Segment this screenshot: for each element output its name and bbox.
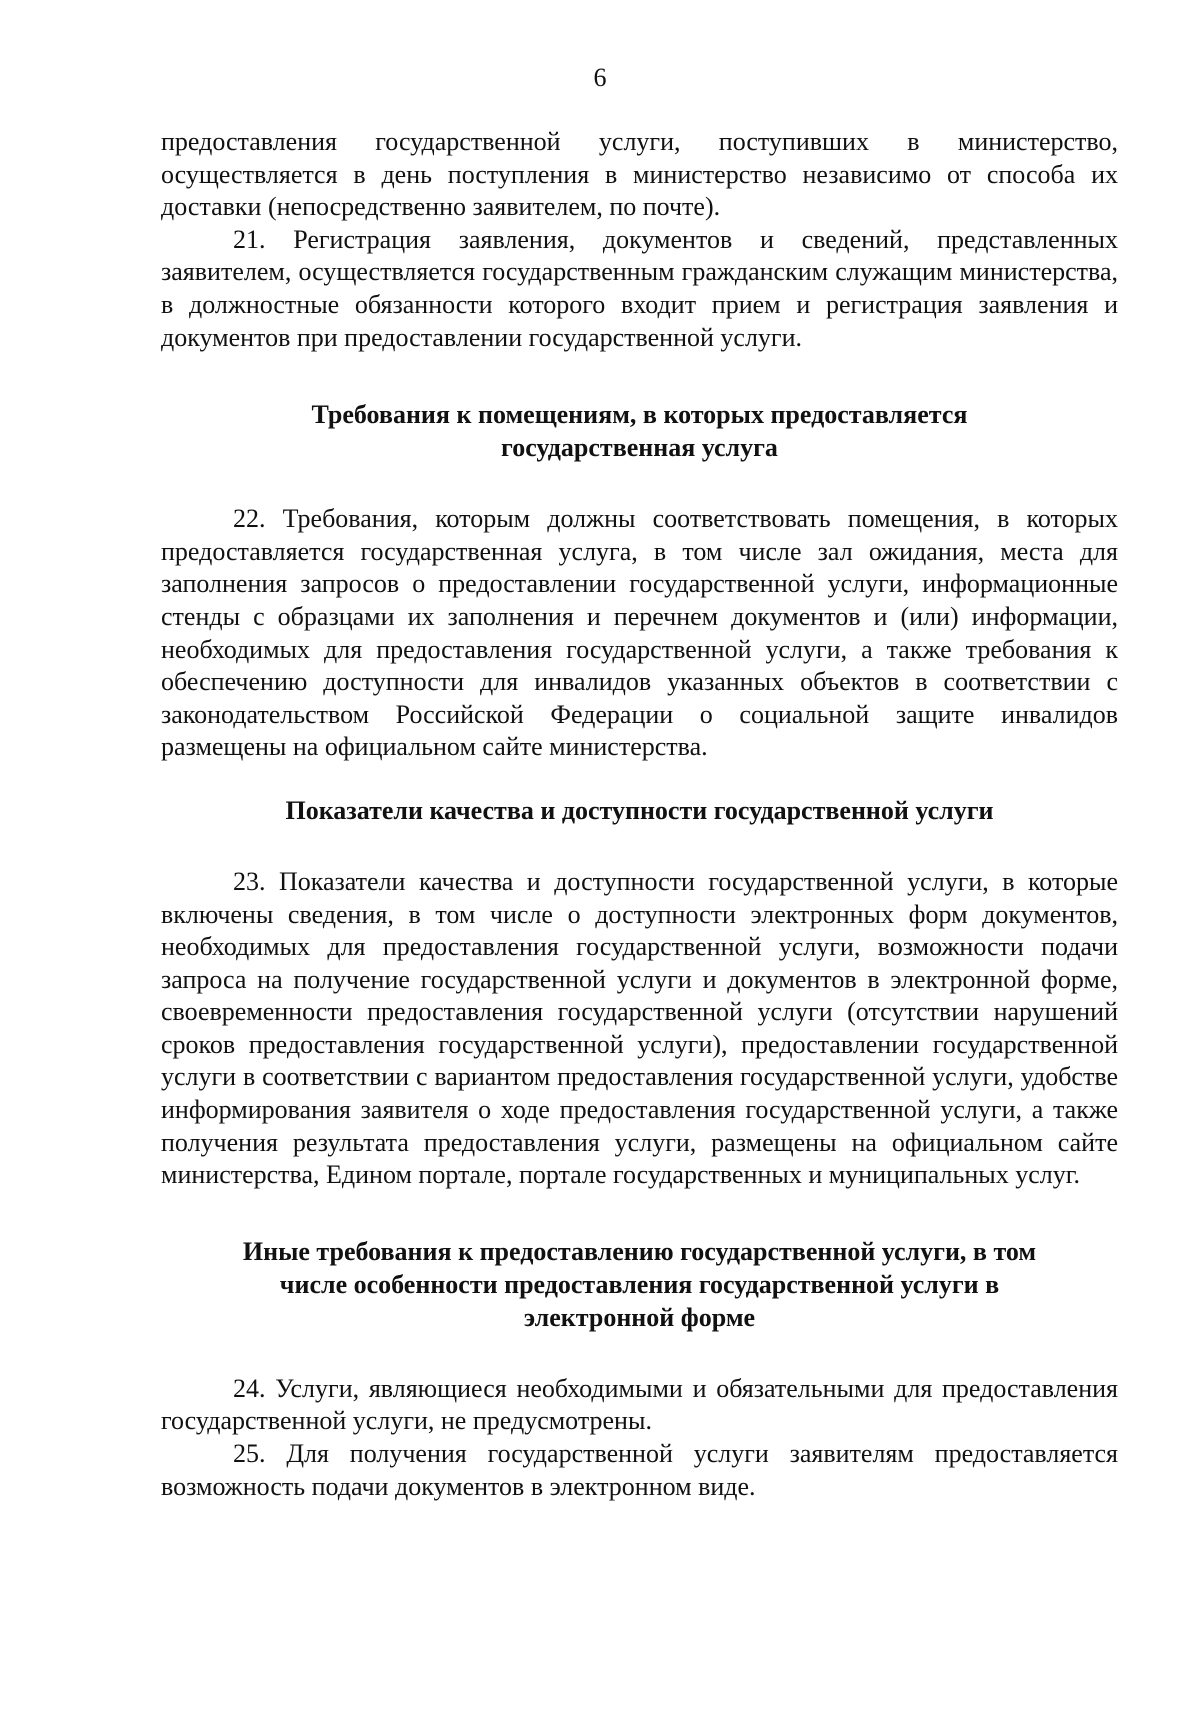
section-heading-premises xyxy=(161,398,1118,464)
section-heading-other-requirements-line-2: числе особенности предоставления государственной услуги в xyxy=(279,1269,1000,1299)
section-heading-other-requirements-line-1: Иные требования к предоставлению государственной услуги, в том xyxy=(242,1236,1037,1266)
section-heading-premises-line-1: Требования к помещениям, в которых предоставляется xyxy=(311,400,968,430)
section-heading-other-requirements-line-3: электронной форме xyxy=(523,1302,756,1332)
page-number: 6 xyxy=(593,63,607,92)
paragraph-21: 21. Регистрация заявления, документов и сведений, представленных заявителем, осуществляется государственным гражданским служащим министерства, в должностные обязанности которого входит прием и регистрация заявления и документов при предоставлении государственной услуги. xyxy=(161,224,1118,352)
paragraph-22: 22. Требования, которым должны соответствовать помещения, в которых предоставляется государственная услуга, в том числе зал ожидания, места для заполнения запросов о предоставлении государственной услуги, информационные стенды с образцами их заполнения и перечнем документов и (или) информации, необходимых для предоставления государственной услуги, а также требования к обеспечению доступности для инвалидов указанных объектов в соответствии с законодательством Российской Федерации о социальной защите инвалидов размещены на официальном сайте министерства. xyxy=(161,504,1118,762)
section-heading-other-requirements xyxy=(161,1235,1118,1334)
paragraph-23: 23. Показатели качества и доступности государственной услуги, в которые включены сведения, в том числе о доступности электронных форм документов, необходимых для предоставления государственной услуги, возможности подачи запроса на получение государственной услуги и документов в электронной форме, своевременности предоставления государственной услуги (отсутствии нарушений сроков предоставления государственной услуги), предоставлении государственной услуги в соответствии с вариантом предоставления государственной услуги, удобстве информирования заявителя о ходе предоставления государственной услуги, а также получения результата предоставления услуги, размещены на официальном сайте министерства, Едином портале, портале государственных и муниципальных услуг. xyxy=(161,866,1118,1190)
section-heading-quality: Показатели качества и доступности государственной услуги xyxy=(285,795,994,825)
document-body xyxy=(161,126,1118,1503)
paragraph-24: 24. Услуги, являющиеся необходимыми и обязательными для предоставления государственной услуги, не предусмотрены. xyxy=(161,1373,1118,1436)
section-heading-premises-line-2: государственная услуга xyxy=(501,433,778,463)
paragraph-25: 25. Для получения государственной услуги заявителям предоставляется возможность подачи документов в электронном виде. xyxy=(161,1439,1118,1501)
paragraph-continuation: предоставления государственной услуги, поступивших в министерство, осуществляется в день поступления в министерство независимо от способа их доставки (непосредственно заявителем, по почте). xyxy=(161,127,1118,222)
